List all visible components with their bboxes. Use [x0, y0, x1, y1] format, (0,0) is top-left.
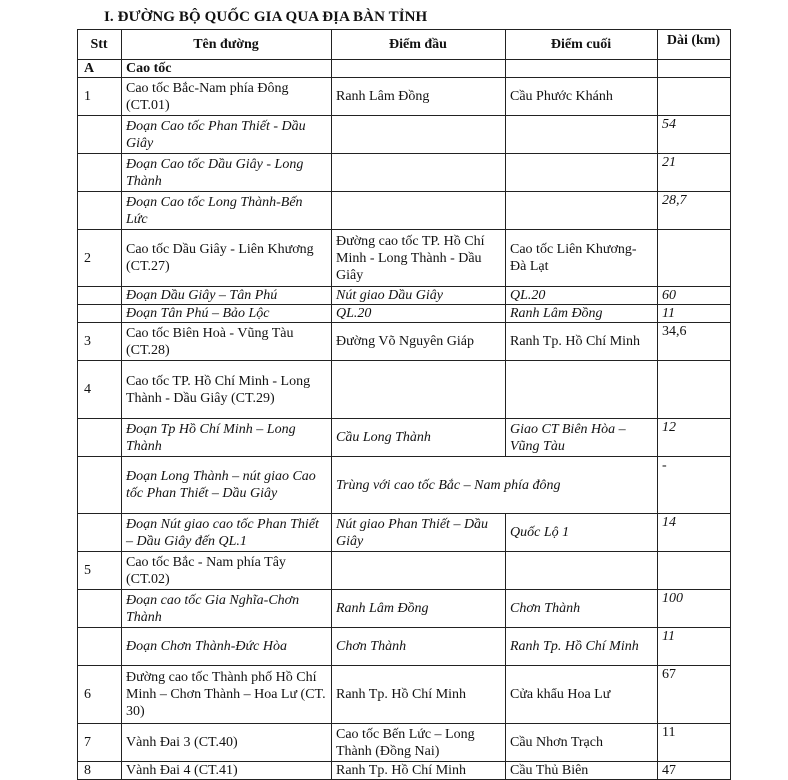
row-name: Đường cao tốc Thành phố Hồ Chí Minh – Chơn Thành – Hoa Lư (CT. 30)	[122, 666, 332, 724]
row-start	[332, 361, 506, 419]
table-row	[78, 323, 731, 361]
row-name: Đoạn cao tốc Gia Nghĩa-Chơn Thành	[122, 590, 332, 628]
row-end: Chơn Thành	[506, 590, 658, 628]
row-start: Cao tốc Bến Lức – Long Thành (Đồng Nai)	[332, 724, 506, 762]
row-start: Đường Võ Nguyên Giáp	[332, 323, 506, 361]
table-row	[78, 762, 731, 780]
row-length: 100	[658, 590, 731, 628]
row-start	[332, 154, 506, 192]
row-stt	[78, 116, 122, 154]
header-row	[78, 30, 731, 60]
row-stt	[78, 419, 122, 457]
row-start: Nút giao Dầu Giây	[332, 287, 506, 305]
row-name: Cao tốc TP. Hồ Chí Minh - Long Thành - Dầu Giây (CT.29)	[122, 361, 332, 419]
table-cell	[658, 60, 731, 78]
row-length: 54	[658, 116, 731, 154]
row-name: Đoạn Long Thành – nút giao Cao tốc Phan Thiết – Dầu Giây	[122, 457, 332, 514]
row-length: 34,6	[658, 323, 731, 361]
row-end: Cửa khẩu Hoa Lư	[506, 666, 658, 724]
row-start	[332, 192, 506, 230]
table-cell	[506, 60, 658, 78]
row-name: Cao tốc Bắc-Nam phía Đông (CT.01)	[122, 78, 332, 116]
row-start: Nút giao Phan Thiết – Dầu Giây	[332, 514, 506, 552]
row-stt: 4	[78, 361, 122, 419]
table-row	[78, 552, 731, 590]
row-end: Giao CT Biên Hòa – Vũng Tàu	[506, 419, 658, 457]
row-stt: 8	[78, 762, 122, 780]
row-length: 11	[658, 628, 731, 666]
row-end: QL.20	[506, 287, 658, 305]
row-end	[506, 192, 658, 230]
table-row	[78, 361, 731, 419]
row-length: 67	[658, 666, 731, 724]
row-name: Cao tốc Dầu Giây - Liên Khương (CT.27)	[122, 230, 332, 287]
row-end: Ranh Tp. Hồ Chí Minh	[506, 323, 658, 361]
row-end: Cầu Thủ Biên	[506, 762, 658, 780]
table-row	[78, 666, 731, 724]
row-name: Đoạn Cao tốc Phan Thiết - Dầu Giây	[122, 116, 332, 154]
row-stt: 1	[78, 78, 122, 116]
row-start: Ranh Tp. Hồ Chí Minh	[332, 762, 506, 780]
row-name: Đoạn Chơn Thành-Đức Hòa	[122, 628, 332, 666]
col-header-start: Điểm đầu	[332, 30, 506, 60]
col-header-name: Tên đường	[122, 30, 332, 60]
row-end	[506, 116, 658, 154]
row-length	[658, 552, 731, 590]
col-header-end: Điểm cuối	[506, 30, 658, 60]
row-end	[506, 552, 658, 590]
row-end: Cầu Phước Khánh	[506, 78, 658, 116]
section-stt: A	[78, 60, 122, 78]
row-start	[332, 552, 506, 590]
section-name: Cao tốc	[122, 60, 332, 78]
col-header-stt: Stt	[78, 30, 122, 60]
row-end: Ranh Lâm Đồng	[506, 305, 658, 323]
table-row	[78, 514, 731, 552]
row-length: -	[658, 457, 731, 514]
row-length: 12	[658, 419, 731, 457]
row-stt	[78, 154, 122, 192]
table-row	[78, 628, 731, 666]
row-stt	[78, 192, 122, 230]
row-merged-note: Trùng với cao tốc Bắc – Nam phía đông	[332, 457, 658, 514]
row-stt: 2	[78, 230, 122, 287]
row-name: Đoạn Dầu Giây – Tân Phú	[122, 287, 332, 305]
row-name: Cao tốc Bắc - Nam phía Tây (CT.02)	[122, 552, 332, 590]
table-row	[78, 287, 731, 305]
row-stt	[78, 628, 122, 666]
table-row	[78, 590, 731, 628]
table-cell	[332, 60, 506, 78]
row-length	[658, 230, 731, 287]
row-name: Vành Đai 3 (CT.40)	[122, 724, 332, 762]
row-name: Đoạn Nút giao cao tốc Phan Thiết – Dầu Giây đến QL.1	[122, 514, 332, 552]
row-stt	[78, 590, 122, 628]
row-length: 28,7	[658, 192, 731, 230]
row-length	[658, 78, 731, 116]
row-start	[332, 116, 506, 154]
row-start: Ranh Tp. Hồ Chí Minh	[332, 666, 506, 724]
row-stt: 6	[78, 666, 122, 724]
row-end: Cao tốc Liên Khương-Đà Lạt	[506, 230, 658, 287]
row-length: 14	[658, 514, 731, 552]
table-row	[78, 116, 731, 154]
row-name: Đoạn Cao tốc Long Thành-Bến Lức	[122, 192, 332, 230]
row-name: Đoạn Tân Phú – Bảo Lộc	[122, 305, 332, 323]
table-row	[78, 724, 731, 762]
table-row	[78, 78, 731, 116]
row-name: Đoạn Tp Hồ Chí Minh – Long Thành	[122, 419, 332, 457]
row-end: Cầu Nhơn Trạch	[506, 724, 658, 762]
row-stt	[78, 305, 122, 323]
row-stt: 7	[78, 724, 122, 762]
row-stt	[78, 287, 122, 305]
table-row	[78, 192, 731, 230]
row-start: Ranh Lâm Đồng	[332, 590, 506, 628]
row-stt	[78, 457, 122, 514]
table-row	[78, 457, 731, 514]
row-length	[658, 361, 731, 419]
table-row	[78, 230, 731, 287]
row-name: Cao tốc Biên Hoà - Vũng Tàu (CT.28)	[122, 323, 332, 361]
row-end: Ranh Tp. Hồ Chí Minh	[506, 628, 658, 666]
row-length: 21	[658, 154, 731, 192]
row-stt	[78, 514, 122, 552]
row-start: Ranh Lâm Đồng	[332, 78, 506, 116]
row-end	[506, 361, 658, 419]
highway-table	[77, 29, 731, 780]
section-row	[78, 60, 731, 78]
col-header-length: Dài (km)	[658, 30, 731, 60]
table-row	[78, 305, 731, 323]
row-start: Đường cao tốc TP. Hồ Chí Minh - Long Thành - Dầu Giây	[332, 230, 506, 287]
row-name: Vành Đai 4 (CT.41)	[122, 762, 332, 780]
row-length: 11	[658, 724, 731, 762]
table-row	[78, 419, 731, 457]
row-start: QL.20	[332, 305, 506, 323]
row-length: 60	[658, 287, 731, 305]
row-end: Quốc Lộ 1	[506, 514, 658, 552]
row-stt: 5	[78, 552, 122, 590]
row-name: Đoạn Cao tốc Dầu Giây - Long Thành	[122, 154, 332, 192]
row-length: 47	[658, 762, 731, 780]
row-start: Cầu Long Thành	[332, 419, 506, 457]
table-row	[78, 154, 731, 192]
row-start: Chơn Thành	[332, 628, 506, 666]
row-stt: 3	[78, 323, 122, 361]
row-length: 11	[658, 305, 731, 323]
section-heading: I. ĐƯỜNG BỘ QUỐC GIA QUA ĐỊA BÀN TỈNH	[104, 9, 428, 25]
row-end	[506, 154, 658, 192]
